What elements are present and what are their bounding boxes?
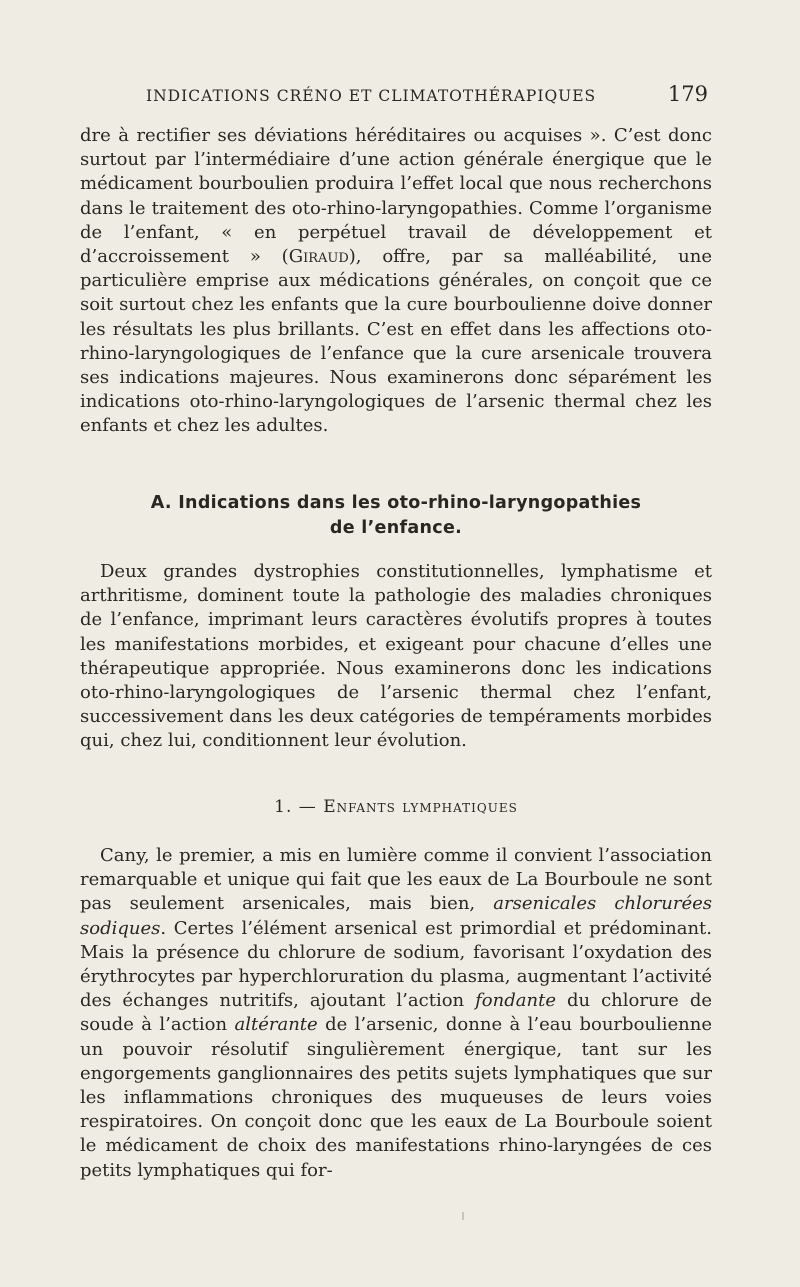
paragraph-cany-text-4: de l’arsenic, donne à l’eau bourboulienne un pouvoir résolutif singulièrement énergique, tant sur les engorgements ganglionnaires des petits sujets lymphatiques que sur les inflammations chroniques des muqueuses de leurs voies respiratoires. On conçoit donc que les eaux de La Bourboule soient le médicament de choix des manifestations rhino-laryngées de ces petits lymphatiques qui for- (80, 1014, 712, 1181)
paragraph-cany (80, 844, 712, 1183)
emphasis-arsenicales-chlorurees: arsenicales chlorurées sodiques (80, 893, 712, 939)
paragraph-intro-text-1: dre à rectifier ses déviations héréditaires ou acquises ». C’est donc surtout par l’intermédiaire d’une action générale énergique que le médicament bourboulien produira l’effet local que nous recherchons dans le traitement des oto-rhino-laryngopathies. Comme l’organisme de l’enfant, « en perpétuel travail de développement et d’accroissement » ( (80, 125, 712, 268)
paragraph-dystrophies (80, 560, 712, 754)
section-heading-a-line1: A. Indications dans les oto-rhino-laryngopathies (150, 493, 642, 513)
paragraph-intro (80, 124, 712, 439)
running-head (146, 82, 708, 106)
print-mark (462, 1212, 464, 1220)
paragraph-intro-text-2: ), offre, par sa malléabilité, une particulière emprise aux médications générales, on conçoit que ce soit surtout chez les enfants que la cure bourboulienne doive donner les résultats les plus brillants. C’est en effet dans les affections oto-rhino-laryngologiques de l’enfance que la cure arsenicale trouvera ses indications majeures. Nous examinerons donc séparément les indications oto-rhino-laryngologiques de l’arsenic thermal chez les enfants et chez les adultes. (80, 246, 713, 437)
paragraph-cany-text-2: . Certes l’élément arsenical est primordial et prédominant. Mais la présence du chlorure de sodium, favorisant l’oxydation des érythrocytes par hyperchloruration du plasma, augmentant l’activité des échanges nutritifs, ajoutant l’action (80, 917, 712, 1012)
author-name: Giraud (288, 246, 349, 268)
subsection-number: 1. — (274, 797, 324, 817)
paragraph-cany-text-3: du chlorure de soude à l’action (80, 990, 712, 1036)
subsection-title: Enfants lymphatiques (323, 797, 518, 817)
subsection-heading-1 (80, 797, 712, 817)
running-head-title: INDICATIONS CRÉNO ET CLIMATOTHÉRAPIQUES (146, 87, 597, 105)
emphasis-fondante: fondante (475, 990, 556, 1012)
section-heading-a-line2: de l’enfance. (329, 518, 463, 538)
emphasis-alterante: altérante (234, 1014, 318, 1036)
page-number: 179 (667, 82, 708, 106)
section-heading-a (80, 491, 712, 541)
paragraph-cany-text-1: Cany, le premier, a mis en lumière comme il convient l’association remarquable et unique qui fait que les eaux de La Bourboule ne sont pas seulement arsenicales, mais bien, (80, 845, 712, 915)
paragraph-dystrophies-text: Deux grandes dystrophies constitutionnelles, lymphatisme et arthritisme, dominent toute la pathologie des maladies chroniques de l’enfance, imprimant leurs caractères évolutifs propres à toutes les manifestations morbides, et exigeant pour chacune d’elles une thérapeutique appropriée. Nous examinerons donc les indications oto-rhino-laryngologiques de l’arsenic thermal chez l’enfant, successivement dans les deux catégories de tempéraments morbides qui, chez lui, conditionnent leur évolution. (80, 561, 712, 752)
